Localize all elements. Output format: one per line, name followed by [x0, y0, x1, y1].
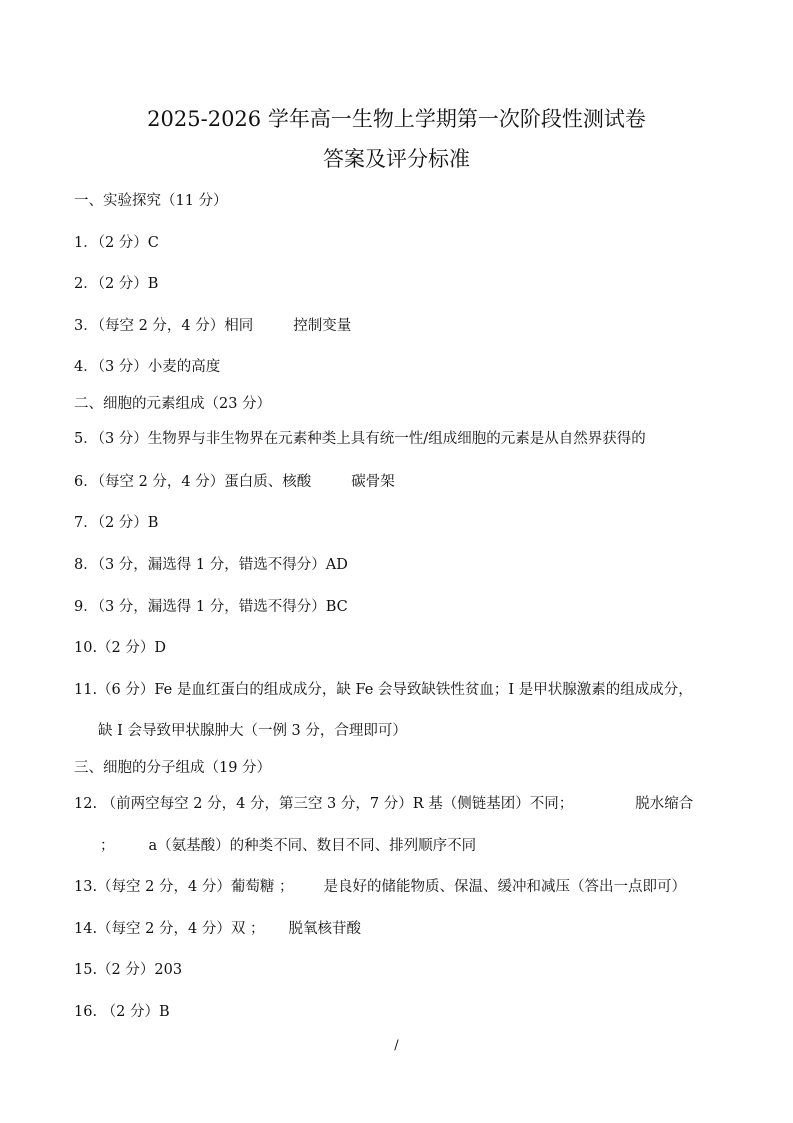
answer-item-12-line-1	[74, 794, 693, 814]
answer-item-14-part-b: 脱氧核苷酸	[288, 921, 361, 937]
answer-item-12-part-b: 脱水缩合	[635, 796, 694, 812]
answer-item-13-part-a: 13.（每空 2 分，4 分）葡萄糖 ；	[74, 879, 294, 895]
answer-item-4: 4．（3 分）小麦的高度	[74, 359, 221, 375]
answer-item-2: 2．（2 分）B	[74, 276, 159, 292]
answer-item-11-line-1: 11.（6 分）Fe 是血红蛋白的组成成分，缺 Fe 会导致缺铁性贫血；I 是甲状腺激素的组成成分，	[74, 682, 693, 698]
answer-item-7: 7．（2 分）B	[74, 515, 159, 531]
section-heading-2: 二、细胞的元素组成（23 分）	[74, 396, 272, 412]
section-heading-3: 三、细胞的分子组成（19 分）	[74, 760, 272, 776]
page-footer-mark: /	[394, 1038, 399, 1053]
answer-item-3-part-b: 控制变量	[293, 318, 352, 334]
section-heading-1: 一、实验探究（11 分）	[74, 193, 228, 209]
answer-item-6	[74, 472, 395, 492]
answer-item-6-part-a: 6．（每空 2 分，4 分）蛋白质、核酸	[74, 474, 312, 490]
answer-item-11-line-2: 缺 I 会导致甲状腺肿大（一例 3 分，合理即可）	[98, 723, 407, 739]
answer-item-9: 9．（3 分，漏选得 1 分，错选不得分）BC	[74, 599, 348, 615]
answer-item-5: 5．（3 分）生物界与非生物界在元素种类上具有统一性/组成细胞的元素是从自然界获得的	[74, 431, 646, 447]
document-title: 2025-2026 学年高一生物上学期第一次阶段性测试卷	[147, 107, 646, 131]
answer-item-8: 8．（3 分，漏选得 1 分，错选不得分）AD	[74, 557, 348, 573]
answer-item-3	[74, 316, 351, 336]
answer-item-12-part-d: a（氨基酸）的种类不同、数目不同、排列顺序不同	[148, 838, 477, 854]
document-subtitle: 答案及评分标准	[323, 147, 470, 171]
answer-item-14-part-a: 14.（每空 2 分，4 分）双 ；	[74, 921, 265, 937]
answer-item-13-part-b: 是良好的储能物质、保温、缓冲和减压（答出一点即可）	[323, 879, 686, 895]
answer-item-12-part-c: ；	[100, 838, 115, 854]
answer-item-6-part-b: 碳骨架	[351, 474, 395, 490]
answer-item-3-part-a: 3．（每空 2 分，4 分）相同	[74, 318, 254, 334]
answer-item-10: 10.（2 分）D	[74, 640, 167, 656]
answer-item-14	[74, 919, 361, 939]
answer-item-1: 1．（2 分）C	[74, 235, 159, 251]
answer-item-12-line-2	[100, 836, 476, 856]
answer-item-16: 16. （2 分）B	[74, 1004, 170, 1020]
answer-item-15: 15.（2 分）203	[74, 962, 183, 978]
answer-item-12-part-a: 12. （前两空每空 2 分，4 分，第三空 3 分，7 分）R 基（侧链基团）不同；	[74, 796, 574, 812]
answer-item-13	[74, 877, 686, 897]
